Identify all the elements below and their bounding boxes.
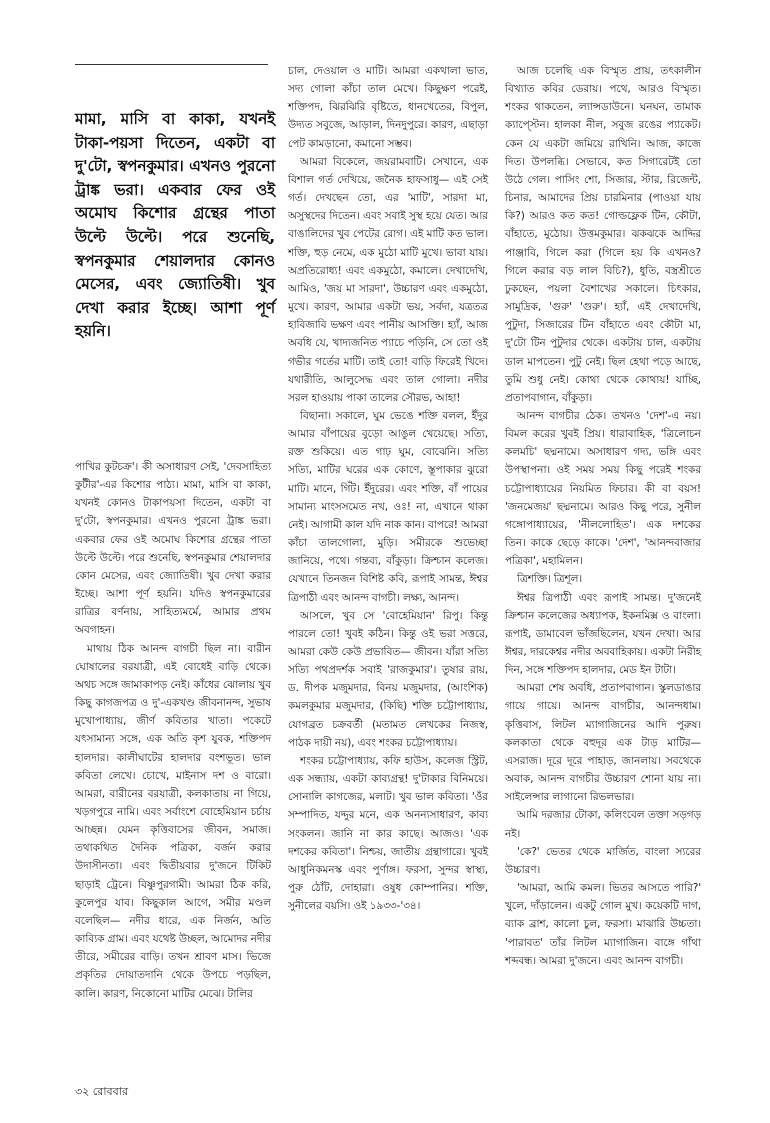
paragraph: আমি দরজার টোকা, কলিংবেল তক্তা সড়গড় নই।: [505, 809, 701, 840]
paragraph: আসলে, খুব সে 'বোহেমিয়ান' রিপু। কিন্তু পারলে তো! খুবই কঠিন। কিন্তু ওই ভরা সত্তরে, আমরা কেউ কেউ প্রভাবিত— জীবন। যাঁরা সত্যি সত্যি পথপ্রদর্শক সবাই 'রাজকুমার'। তুষার রায়, ড. দীপক মজুমদার, বিনয় মজুমদার, (আংশিক) কমলকুমার মজুমদার, (কিছি) শক্তি চট্টোপাধ্যায়, যোগব্রত চক্রবর্তী (মতামত লেখকের নিজস্ব, পাঠক দায়ী নয়), এবং শংকর চট্টোপাধ্যায়।: [288, 609, 488, 749]
paragraph: পাখির কুটচক্র'। কী অসাধারণ সেই, 'দেবসাহিত্য কুটীর'-এর কিশোর পাঠ্য। মামা, মাসি বা কাকা, যখনই কোনও টাকাপয়সা দিতেন, একটা বা দু'টো, স্বপনকুমার। এখনও পুরনো ট্রাঙ্ক ভরা। একবার ফের ওই অমোঘ কিশোর গ্রন্থের পাতা উল্টে উল্টে। পরে শুনেছি, স্বপনকুমার শেয়ালদার কোন মেসের, এবং জ্যোতিষী। খুব দেখা করার ইচ্ছে। আশা পূর্ণ হয়নি। যদিও স্বপনকুমারের রাত্রির বর্ণনায়, সাহিত্যমর্মে, আমার প্রথম অবগাহন।: [75, 461, 271, 637]
column-top-rule: [75, 64, 268, 65]
paragraph: বিছানা। সকালে, ঘুম ভেঙে শক্তি বলল, ইঁদুর আমার বাঁপায়ের বুড়ো আঙুল খেয়েছে। সত্যি, রক্ত শুকিয়ে। এত গাঢ় ঘুম, বোঝেনি। সত্যি সত্যি, মাটির ঘরের এক কোণে, স্তূপাকার ঝুরো মাটি। মানে, গিঁট। ইঁদুরের। এবং শক্তি, বাঁ পায়ের সামান্য মাংসসমেত নখ, ওঃ! না, এখানে থাকা নেই। আগামী কাল যদি নাক কান। বাপরে! আমরা কাঁচা তালগোলা, মুড়ি। সমীরকে শুভেচ্ছা জানিয়ে, পথে। গন্তব্য, বাঁকুড়া। ক্রিশ্চান কলেজ। যেখানে তিনজন বিশিষ্ট কবি, রূপাই সামন্ত, ঈশ্বর ত্রিপাঠী এবং আনন্দ বাগচী। লক্ষ্য, আনন্দ।: [288, 409, 488, 604]
paragraph: আমরা শেষ অবধি, প্রতাপবাগান। স্কুলডাঙার গায়ে গায়ে। আনন্দ বাগচীর, আনন্দধাম। কৃত্তিবাস, লিটল ম্যাগাজিনের আদি পুরুষ। কলকাতা থেকে বহুদূর এক টাড় মাটির— এসরাজ। দূরে দূরে পাহাড়, জানলায়। সবথেকে অবাক, আনন্দ বাগচীর উচ্চারণ শোনা যায় না। সাইলেন্সার লাগানো রিভলভার।: [505, 682, 701, 804]
paragraph: ত্রিশক্তি। ত্রিশূল।: [517, 573, 582, 586]
paragraph: আনন্দ বাগচীর ঠেক। তখনও 'দেশ'-এ নয়। বিমল করের খুবই প্রিয়। ধারাবাহিক, 'ত্রিলোচন কলমচি' ছদ্মনামে। অসাধারণ গদ্য, ভঙ্গি এবং উপস্থাপনা। ওই সময় সময় কিছু পরেই শংকর চট্টোপাধ্যায়ের নিয়মিত ফিচার। কী বা বয়স! 'জনমেজয়' ছদ্মনামে। আরও কিছু পরে, সুনীল গঙ্গোপাধ্যায়ের, 'নীললোহিত'। এক দশকের তিন। কাকে ছেড়ে কাকে। 'দেশ', 'আনন্দবাজার পত্রিকা', মহামিলন।: [505, 409, 701, 568]
paragraph: ঈশ্বর ত্রিপাঠী এবং রূপাই সামন্ত। দু'জনেই ক্রিশ্চান কলেজের অধ্যাপক, ইকনমিক্স ও বাংলা। রূপাই, ডামাবেল ভাঁজছিলেন, যখন দেখা। আর ঈশ্বর, দারকেশ্বর নদীর অববাহিকায়। একটা নিরীহ দিন, সঙ্গে শক্তিপদ হালদার, মেড ইন টাটা।: [505, 591, 701, 677]
paragraph: আমরা বিকেলে, জয়রামবাটি। সেখানে, এক বিশাল গর্ত দেখিয়ে, জনৈক হাফসাধু— এই সেই গর্ত। দেখছেন তো, এর 'মাটি', সারদা মা, অসুস্থদের দিতেন। এবং সবাই সুস্থ হয়ে যেত। আর বাঙালিদের খুব পেটের রোগ। এই মাটি কত ভাল। শক্তি, হুড় নেমে, এক মুঠো মাটি মুখে। ভাবা যায়। অপ্রতিরোধ্য! এবং একমুঠো, কমালে। দেখাদেখি, আমিও, 'জয় মা সারদা', উচ্চারণ এবং একমুঠো, মুখে। কারণ, আমার একটা ভয়, সর্বদা, যত্রতত্র হাবিজাবি ভক্ষণ এবং পানীয় আসক্তি। হ্যাঁ, আজ অবধি যে, খাদ্যজনিত প্যাচে পড়িনি, সে তো ওই গভীর গর্তের মাটি। তাই তো! বাড়ি ফিরেই খিদে। যথারীতি, আলুসেদ্ধ এবং তাল গোলা। নদীর সরল হাওয়ায় পাকা তালের সৌরভ, আহা!: [288, 155, 488, 404]
paragraph: মাথায় ঠিক আনন্দ বাগচী ছিল না। বারীন ঘোষালের বরযাত্রী, এই বোধেই বাড়ি থেকে। অথচ সঙ্গে জামাকাপড় নেই। কাঁধের ঝোলায় খুব কিছু কাগজপত্র ও দু'-একখণ্ড জীবনানন্দ, সুভাষ মুখোপাধ্যায়, জীর্ণ কবিতার খাতা। পকেটে যৎসামান্য সঙ্গে, এক অতি কৃশ যুবক, শক্তিপদ হালদার। কালীঘাটের হালদার বংশভূত। ভাল কবিতা লেখে। চোখে, মাইনাস দশ ও বারো। আমরা, বারীনের বরযাত্রী, কলকাতায় না গিয়ে, খড়গপুরে নামি। এবং সর্বাংশে বোহেমিয়ান চর্চায় আচ্ছন্ন। যেমন কৃত্তিবাসের জীবন, সমাজ। তথাকথিত দৈনিক পত্রিকা, বর্জন করার উদাসীনতা। এবং দ্বিতীয়বার দু'জনে টিকিট ছাড়াই ট্রেনে। বিষ্ণুপুরগামী। আমরা ঠিক করি, কুলেপুর যাব। কিছুকাল আগে, সমীর মণ্ডল বলেছিল— নদীর ধারে, এক নির্জন, অতি কাব্যিক গ্রাম। এবং যথেষ্ট উচ্ছল, আমোদর নদীর তীরে, সমীরের বাড়ি। তখন শ্রাবণ মাস। ভিজে প্রকৃতির দোয়াতদানি থেকে উপচে পড়ছিল, কালি। কারণ, নিকোনো মাটির মেঝে। টালির: [75, 642, 271, 1000]
paragraph: আজ চলেছি এক বিস্মৃত প্রায়, তৎকালীন বিখ্যাত কবির ডেরায়। পথে, আরও বিস্মৃত। শংকর থাকতেন, ল্যান্সডাউনে। ঘনঘন, তামাক ক্যাপ্স্টেন। হালকা নীল, সবুজ রঙের প্যাকেট। কেন যে একটা জমিয়ে রাখিনি। আজ, কাজে দিত। উপলব্ধি। সেভাবে, কত সিগারেটই তো উঠে গেল। পাসিং শো, সিজার, স্টার, রিজেন্ট, চিনার, আমাদের প্রিয় চারমিনার (পাওয়া যায় কি?) আরও কত কত! গোল্ডফ্লেক টিন, কৌটা, বাঁহাতে, মুঠোয়। উত্তমকুমার। ঝকঝকে আদ্দির পাঞ্জাবি, গিলে করা (গিলে হয় কি এখনও? গিলে করার বড় লাল বিচি?), ধুতি, বস্ত্রশ্রীতে ঢুকছেন, পয়লা বৈশাখের সকালে। চিৎকার, সামুদ্রিক, 'গুরু' 'গুরু'। হ্যাঁ, এই দেখাদেখি, পুটুদা, সিজারের টিন বাঁহাতে এবং কৌটা মা, দু'টো টিন পুটুদার থেকে। একটায় চাল, একটায় ডাল মাপতেন। পুটু নেই। ছিল হেথা পড়ে আছে, তুমি শুধু নেই। কোথা থেকে কোথায়! যাচ্ছি, প্রতাপবাগান, বাঁকুড়া।: [505, 65, 701, 404]
paragraph: চাল, দেওয়াল ও মাটি। আমরা একথালা ভাত, সদ্য গোলা কাঁচা তাল মেখে। কিছুক্ষণ পরেই, শক্তিপদ, ঝিরঝিরি বৃষ্টিতে, ধানখেতের, বিপুল, উদ্যত সবুজে, আড়াল, দিনদুপুরে। কারণ, এছাড়া পেট কামড়ানো, কমানো সম্ভব।: [288, 65, 488, 150]
paragraph: শংকর চট্টোপাধ্যায়, কফি হাউস, কলেজ স্ট্রিট, এক সন্ধ্যায়, একটা কাব্যগ্রন্থ! দু'টাকার বিনিময়ে। সোনালি কাগজের, মলাট। খুব ভাল কবিতা। 'ওঁর সম্পাদিত, যদ্দুর মনে, এক অনন্যসাধারণ, কাব্য সংকলন। জানি না কার কাছে। আজও। 'এক দশকের কবিতা'। নিশ্চয়, জাতীয় গ্রন্থাগারে। খুবই আধুনিকমনস্ক এবং পুর্ণাঙ্গ। ফরসা, সুন্দর স্বাস্থ্য, পুরু ঠোঁট, দোহারা। ওষুধ কোম্পানির। শক্তি, সুনীলের বয়সি। ওই ১৯৩৩-'৩৪।: [288, 754, 488, 913]
article-column-1: [75, 458, 271, 1003]
pull-quote: মামা, মাসি বা কাকা, যখনই টাকা-পয়সা দিতেন, একটা বা দু'টো, স্বপনকুমার। এখনও পুরনো ট্রাঙ্ক ভরা। একবার ফের ওই অমোঘ কিশোর গ্রন্থের পাতা উল্টে উল্টে। পরে শুনেছি, স্বপনকুমার শেয়ালদার কোনও মেসের, এবং জ্যোতিষী। খুব দেখা করার ইচ্ছে। আশা পূর্ণ হয়নি।: [75, 110, 275, 341]
article-column-3: [505, 62, 701, 970]
paragraph: 'আমরা, আমি কমল। ভিতর আসতে পারি?' খুলে, দাঁড়ালেন। একটু গোল মুখ। কয়েকটি দাগ, ব্যাক ব্রাশ, কালো চুল, ফরসা। মাঝারি উচ্চতা। 'পারাবত' তাঁর লিটল ম্যাগাজিন। বাঙ্গে গাঁথা শব্দবন্ধ। আমরা দু'জনে। এবং আনন্দ বাগচী।: [505, 882, 701, 967]
article-column-2: [288, 62, 488, 915]
paragraph: 'কে?' ভেতর থেকে মার্জিত, বাংলা স্যরের উচ্চারণ।: [505, 845, 701, 876]
page-footer: ৩২ রোববার: [75, 1085, 128, 1098]
